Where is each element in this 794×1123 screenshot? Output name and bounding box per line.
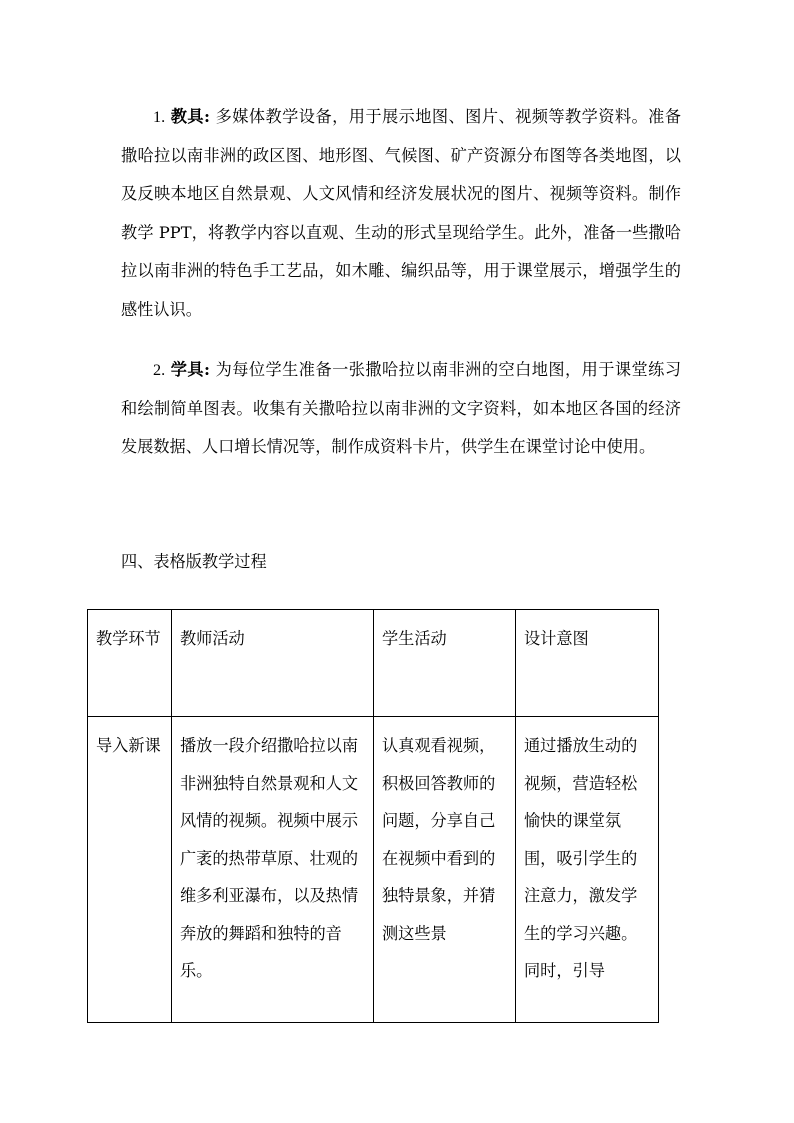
item-number: 2.	[153, 361, 166, 379]
item-colon: :	[204, 107, 211, 126]
header-cell-stage: 教学环节	[88, 610, 172, 717]
table-row	[88, 717, 659, 1023]
header-cell-student: 学生活动	[374, 610, 516, 717]
header-cell-teacher: 教师活动	[172, 610, 374, 717]
item-colon: :	[204, 360, 211, 379]
cell-design-intent: 通过播放生动的视频，营造轻松愉快的课堂氛围，吸引学生的注意力，激发学生的学习兴趣。同时，引导	[516, 717, 659, 1023]
header-cell-intent: 设计意图	[516, 610, 659, 717]
learning-aids-paragraph	[121, 351, 681, 467]
item-text: 为每位学生准备一张撒哈拉以南非洲的空白地图，用于课堂练习和绘制简单图表。收集有关撒哈拉以南非洲的文字资料，如本地区各国的经济发展数据、人口增长情况等，制作成资料卡片，供学生在课堂讨论中使用。	[121, 360, 682, 456]
teaching-process-table	[87, 609, 659, 1023]
teaching-aids-paragraph	[121, 98, 681, 329]
cell-student-activity: 认真观看视频，积极回答教师的问题，分享自己在视频中看到的独特景象，并猜测这些景	[374, 717, 516, 1023]
item-label: 学具	[170, 360, 205, 379]
item-label: 教具	[170, 107, 205, 126]
table-header-row	[88, 610, 659, 717]
cell-teacher-activity: 播放一段介绍撒哈拉以南非洲独特自然景观和人文风情的视频。视频中展示广袤的热带草原、壮观的维多利亚瀑布，以及热情奔放的舞蹈和独特的音乐。	[172, 717, 374, 1023]
item-text: 多媒体教学设备，用于展示地图、图片、视频等教学资料。准备撒哈拉以南非洲的政区图、地形图、气候图、矿产资源分布图等各类地图，以及反映本地区自然景观、人文风情和经济发展状况的图片、视频等资料。制作教学 PPT，将教学内容以直观、生动的形式呈现给学生。此外，准备一些撒哈拉以南非洲的特色手工艺品，如木雕、编织品等，用于课堂展示，增强学生的感性认识。	[121, 107, 682, 319]
section-heading: 四、表格版教学过程	[121, 552, 267, 571]
item-number: 1.	[153, 108, 166, 126]
cell-stage: 导入新课	[88, 717, 172, 1023]
